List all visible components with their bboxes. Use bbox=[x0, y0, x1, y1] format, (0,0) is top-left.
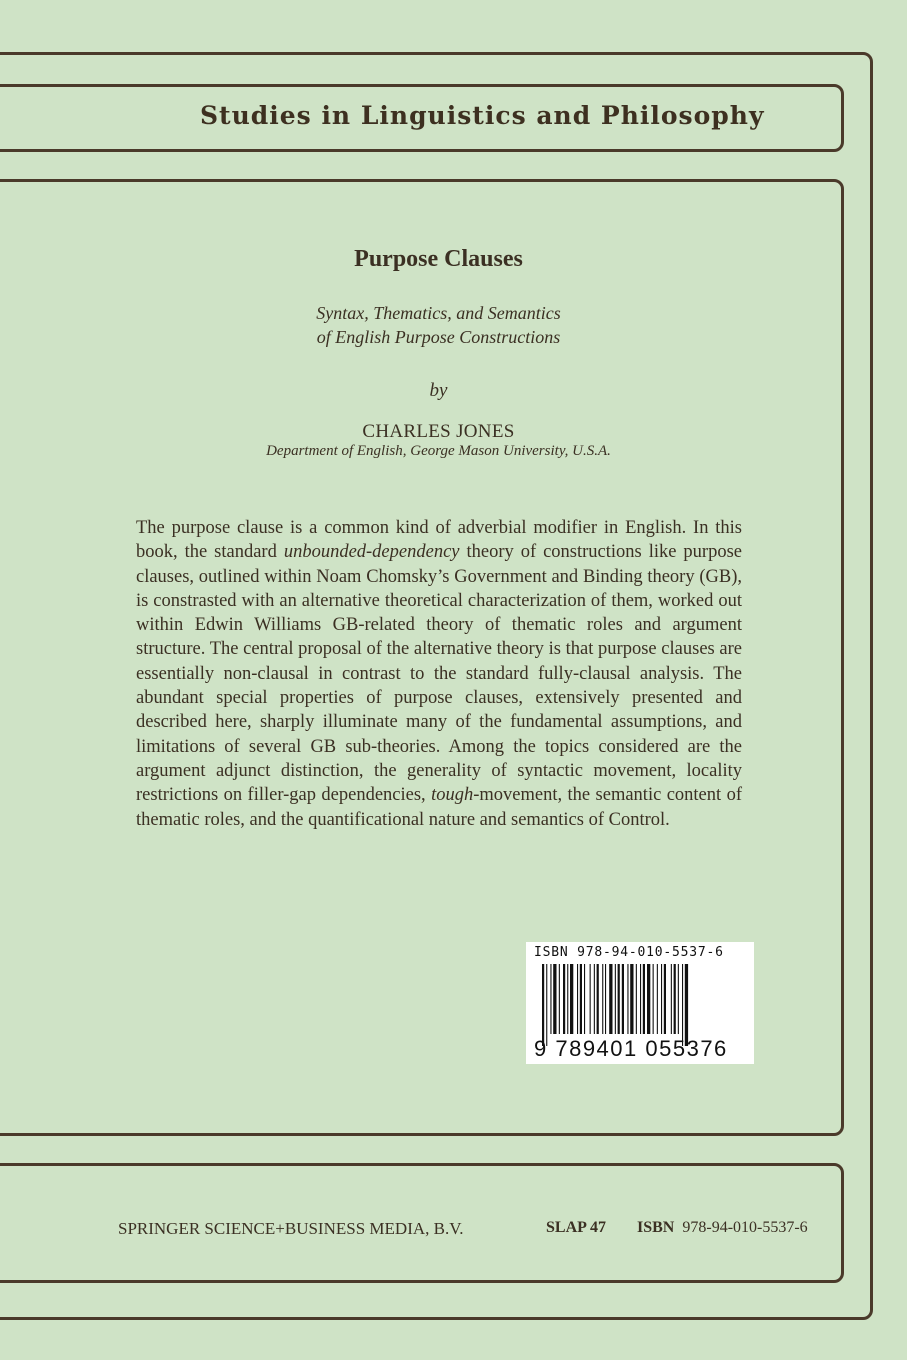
barcode-bar bbox=[597, 964, 599, 1034]
barcode-bar bbox=[627, 964, 628, 1034]
author-affiliation: Department of English, George Mason University, U.S.A. bbox=[266, 443, 611, 459]
barcode-bar bbox=[674, 964, 676, 1034]
barcode-bar bbox=[647, 964, 650, 1034]
publisher-name: SPRINGER SCIENCE+BUSINESS MEDIA, B.V. bbox=[118, 1219, 464, 1238]
by-label: by bbox=[429, 380, 448, 401]
barcode-bar bbox=[546, 964, 547, 1046]
barcode-bar bbox=[553, 964, 556, 1034]
footer-isbn bbox=[637, 1219, 808, 1237]
subtitle-line-2: of English Purpose Constructions bbox=[316, 327, 561, 347]
barcode-bar bbox=[653, 964, 654, 1034]
barcode-bar bbox=[584, 964, 585, 1034]
barcode-bar bbox=[563, 964, 565, 1034]
barcode-bar bbox=[657, 964, 658, 1034]
barcode-bar bbox=[661, 964, 662, 1034]
abstract-emphasis-2: tough bbox=[431, 785, 474, 806]
series-code: SLAP 47 bbox=[546, 1219, 607, 1236]
barcode-number: 9 789401 055376 bbox=[534, 1036, 728, 1061]
footer-isbn-value: 978-94-010-5537-6 bbox=[682, 1219, 808, 1236]
barcode-bar bbox=[682, 964, 683, 1046]
barcode-bar bbox=[609, 964, 612, 1034]
barcode-bar bbox=[615, 964, 616, 1034]
barcode-bar bbox=[550, 964, 551, 1034]
book-title: Purpose Clauses bbox=[354, 246, 523, 272]
barcode-bar bbox=[570, 964, 573, 1034]
barcode-bar bbox=[594, 964, 595, 1034]
barcode-bar bbox=[640, 964, 641, 1034]
abstract-text-2: theory of constructions like purpose clauses, outlined within Noam Chomsky’s Government and Binding theory (GB), is constrasted with an alternative theoretical characterization of them, worked out within Edwin Williams GB-related theory of thematic roles and argument structure. The central proposal of the alternative theory is that purpose clauses are essentially non-clausal in contrast to the standard fully-clausal analysis. The abundant special properties of purpose clauses, extensively presented and described here, sharply illuminate many of the fundamental assumptions, and limitations of several GB sub-theories. Among the topics considered are the argument adjunct distinction, the generality of syntactic movement, locality restrictions on filler-gap dependencies, bbox=[136, 542, 742, 806]
barcode-bar bbox=[542, 964, 544, 1046]
barcode-bar bbox=[636, 964, 637, 1034]
abstract-text-1: The purpose clause is a common kind of adverbial modifier in English. In this book, the standard bbox=[136, 518, 742, 563]
barcode-bar bbox=[577, 964, 578, 1034]
book-subtitle bbox=[0, 301, 877, 349]
barcode-bar bbox=[685, 964, 688, 1046]
isbn-barcode bbox=[526, 942, 754, 1064]
barcode-bar bbox=[590, 964, 591, 1034]
book-abstract bbox=[136, 516, 742, 832]
barcode-bar bbox=[559, 964, 560, 1034]
subtitle-line-1: Syntax, Thematics, and Semantics bbox=[316, 303, 561, 323]
abstract-emphasis-1: unbounded-dependency bbox=[283, 542, 460, 563]
barcode-bar bbox=[605, 964, 606, 1034]
barcode-bar bbox=[618, 964, 620, 1034]
barcode-bar bbox=[678, 964, 679, 1034]
abstract-text-3: -movement, the semantic content of thematic roles, and the quantificational nature and semantics of Control. bbox=[136, 785, 742, 830]
barcode-bar bbox=[580, 964, 582, 1034]
barcode-bar bbox=[664, 964, 666, 1034]
barcode-bar bbox=[567, 964, 568, 1034]
author-name: CHARLES JONES bbox=[362, 421, 515, 442]
barcode-bar bbox=[622, 964, 624, 1034]
barcode-bars bbox=[542, 964, 747, 1046]
barcode-isbn-text: ISBN 978-94-010-5537-6 bbox=[534, 945, 724, 960]
barcode-bar bbox=[630, 964, 633, 1034]
footer-isbn-label: ISBN bbox=[637, 1219, 675, 1236]
series-title: Studies in Linguistics and Philosophy bbox=[200, 101, 765, 130]
barcode-bar bbox=[671, 964, 672, 1034]
barcode-bar bbox=[643, 964, 645, 1034]
barcode-bar bbox=[602, 964, 603, 1034]
